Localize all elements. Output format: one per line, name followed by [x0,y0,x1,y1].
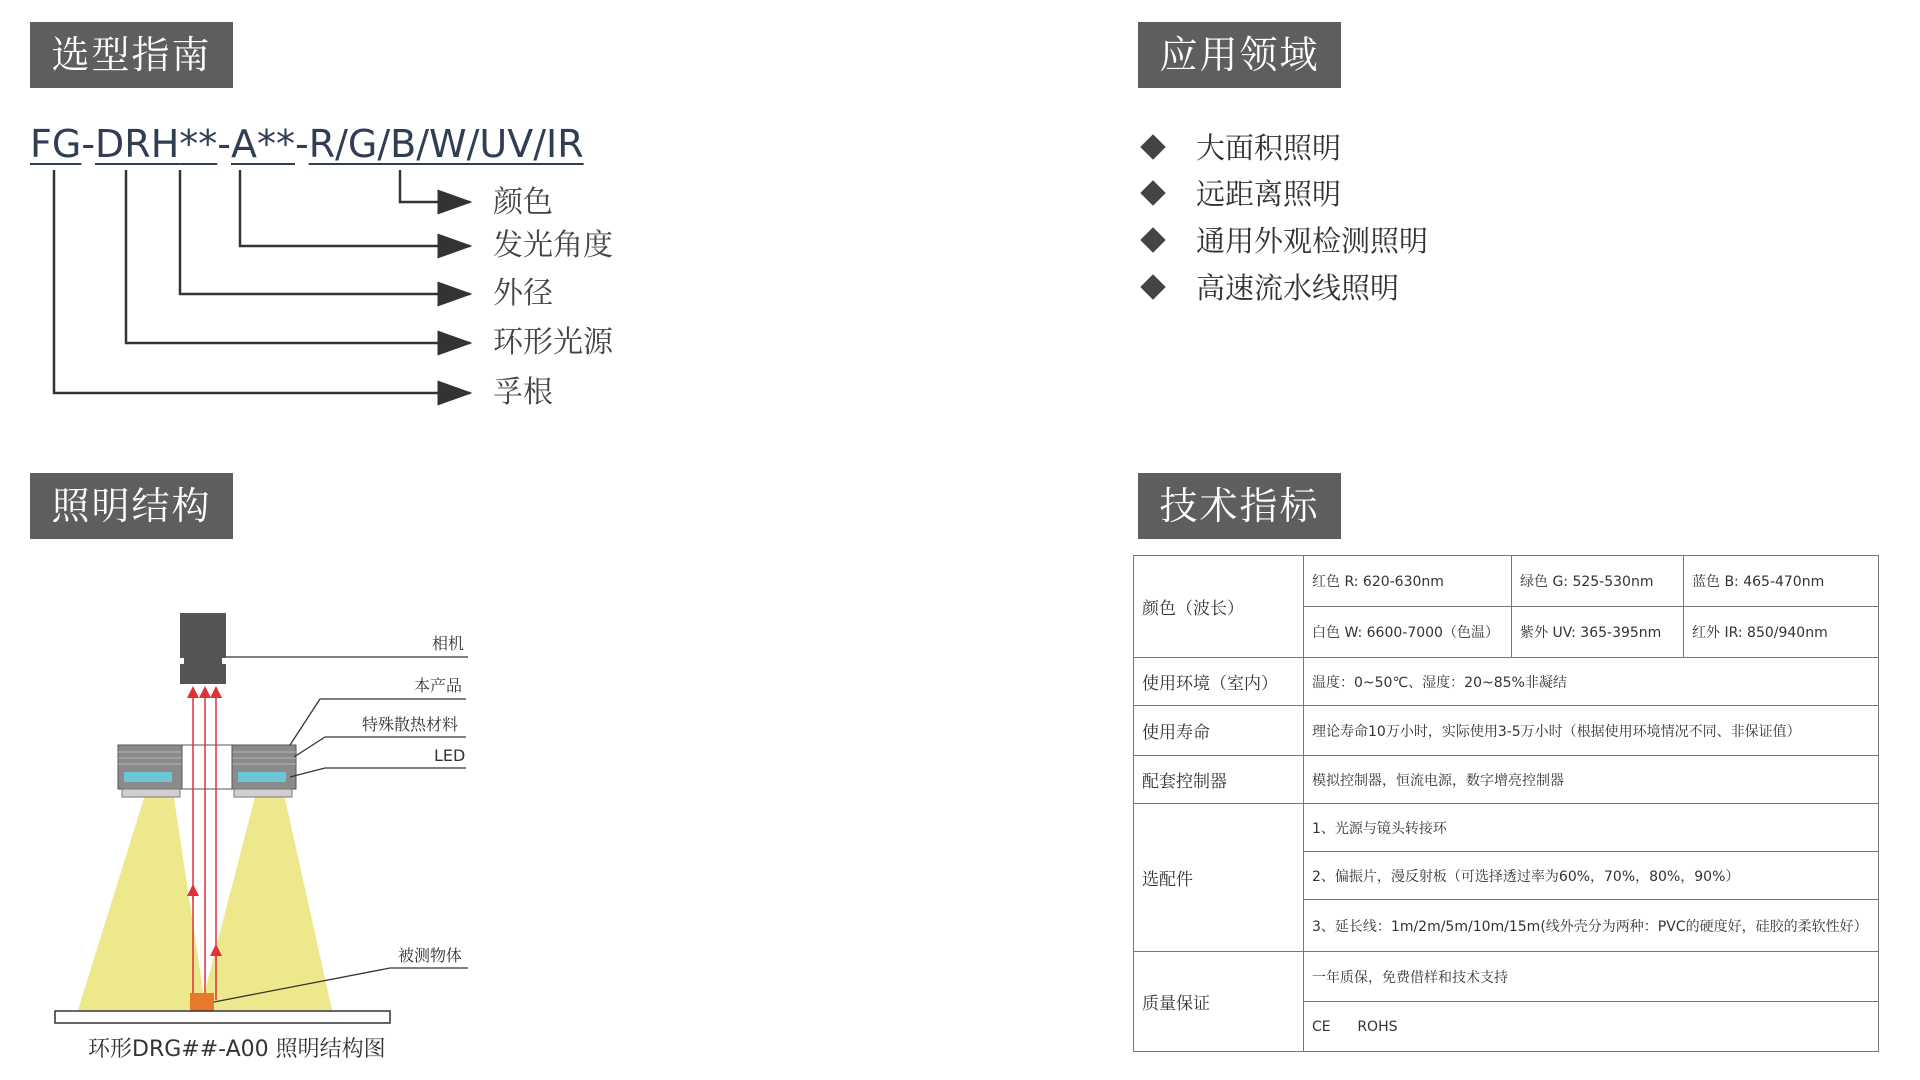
led-left [124,772,172,782]
application-item-label: 远距离照明 [1196,177,1342,211]
application-item-label: 大面积照明 [1196,131,1342,165]
table-row [1134,756,1879,804]
right-light-beam [200,785,332,1010]
lighting-structure-diagram [0,0,500,1080]
code-series: DRH [95,122,180,166]
spec-value: 蓝色 B: 465-470nm [1684,556,1879,607]
spec-value: 理论寿命10万小时，实际使用3-5万小时（根据使用环境情况不同、非保证值） [1304,706,1879,756]
table-row [1134,556,1879,607]
spec-value: CE ROHS [1304,1002,1879,1052]
application-item [1140,172,1341,216]
spec-value: 红外 IR: 850/940nm [1684,607,1879,658]
diamond-bullet-icon [1140,274,1165,299]
code-dash: - [217,122,231,166]
spec-value: 模拟控制器，恒流电源，数字增亮控制器 [1304,756,1879,804]
diagram-label-led: LED [434,746,466,765]
spec-label: 使用寿命 [1134,706,1304,756]
led-right [238,772,286,782]
diagram-label-product: 本产品 [414,676,463,695]
application-item [1140,126,1341,170]
spec-value: 一年质保，免费借样和技术支持 [1304,952,1879,1002]
spec-label: 配套控制器 [1134,756,1304,804]
base-plate [55,1011,390,1023]
spec-value: 3、延长线：1m/2m/5m/10m/15m(线外壳分为两种：PVC的硬度好，硅胶的柔软性好） [1304,900,1879,952]
application-item [1140,266,1399,310]
guide-label-color: 颜色 [493,185,553,220]
diamond-bullet-icon [1140,134,1165,159]
spec-value: 白色 W: 6600-7000（色温） [1304,607,1512,658]
code-prefix: FG [30,122,82,166]
spec-label: 选配件 [1134,804,1304,952]
guide-label-ring-light: 环形光源 [493,325,613,360]
diamond-bullet-icon [1140,227,1165,252]
application-item-label: 通用外观检测照明 [1196,224,1429,258]
camera [180,613,226,684]
spec-value: 温度：0~50℃、湿度：20~85%非凝结 [1304,658,1879,706]
section-title-selection-guide: 选型指南 [30,22,233,88]
code-angle: A** [231,122,295,166]
diagram-label-object: 被测物体 [398,946,463,965]
code-dash: - [295,122,309,166]
diagram-caption: 环形DRG##-A00 照明结构图 [88,1037,386,1062]
leader-led [290,768,466,777]
code-diameter: ** [179,122,218,166]
guide-label-angle: 发光角度 [493,228,613,263]
spec-value: 绿色 G: 525-530nm [1512,556,1684,607]
guide-label-diameter: 外径 [493,276,553,311]
application-item-label: 高速流水线照明 [1196,271,1400,305]
guide-label-prefix: 孚根 [493,375,553,410]
spec-value: 2、偏振片，漫反射板（可选择透过率为60%，70%，80%，90%） [1304,852,1879,900]
spec-value: 1、光源与镜头转接环 [1304,804,1879,852]
code-colors: R/G/B/W/UV/IR [308,122,584,166]
application-item [1140,219,1428,263]
table-row [1134,952,1879,1002]
section-title-structure: 照明结构 [30,473,233,539]
diagram-label-heatsink: 特殊散热材料 [362,715,459,734]
spec-value: 紫外 UV: 365-395nm [1512,607,1684,658]
section-title-specs: 技术指标 [1138,473,1341,539]
spec-value: 红色 R: 620-630nm [1304,556,1512,607]
table-row [1134,658,1879,706]
table-row [1134,706,1879,756]
section-title-application: 应用领域 [1138,22,1341,88]
spec-label: 颜色（波长） [1134,556,1304,658]
code-dash: - [81,122,96,166]
table-row [1134,804,1879,852]
spec-table [1133,555,1879,1052]
inspected-object [190,993,214,1011]
ring-light-product [118,745,296,797]
diagram-label-camera: 相机 [432,634,465,653]
spec-label: 质量保证 [1134,952,1304,1052]
left-light-beam [78,785,206,1010]
spec-label: 使用环境（室内） [1134,658,1304,706]
diamond-bullet-icon [1140,180,1165,205]
